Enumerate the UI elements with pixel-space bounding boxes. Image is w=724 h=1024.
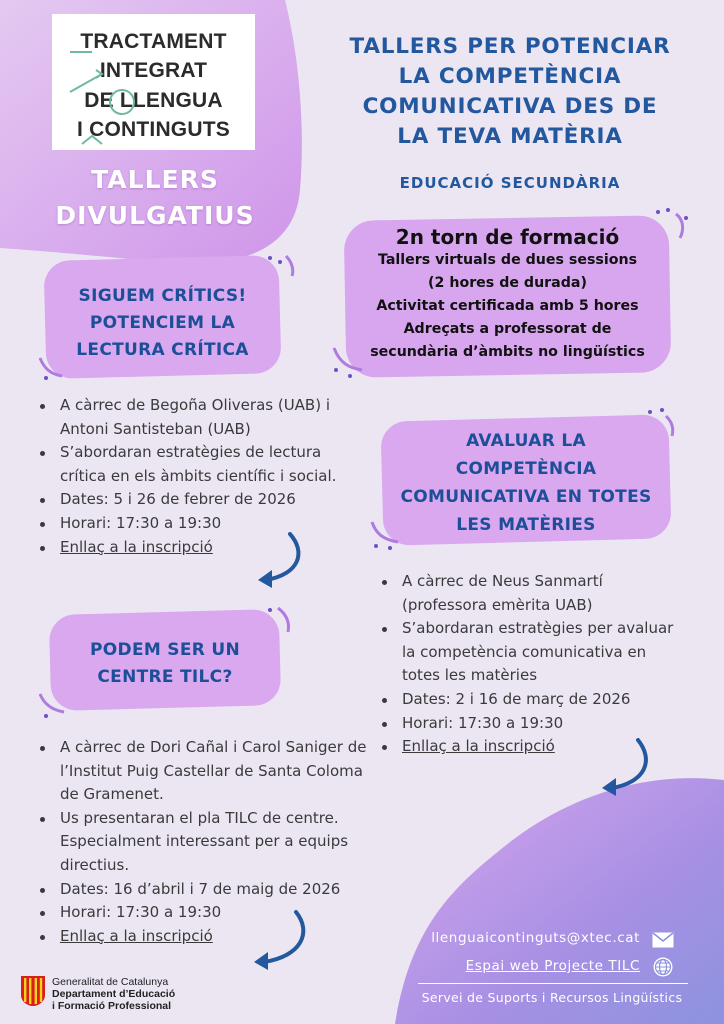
tallers-heading-line1: TALLERS [91,165,219,194]
main-title-line3: COMUNICATIVA DES DE [362,94,658,119]
list-item: Us presentaran el pla TILC de centre. Especialment interessant per a equips directius. [36,807,382,878]
list-item [36,925,382,949]
logo-line-2: INTEGRAT [99,59,208,82]
list-item: Dates: 5 i 26 de febrer de 2026 [36,488,354,512]
workshop-2-registration-link[interactable]: Enllaç a la inscripció [402,737,555,756]
training-title: 2n torn de formació [395,225,620,249]
project-website-link[interactable]: Espai web Projecte TILC [465,958,640,974]
institution-line-3: i Formació Professional [52,1000,172,1012]
sparkle-decoration-icon [262,252,302,282]
generalitat-logo-icon [20,975,46,1007]
sparkle-decoration-icon [650,206,690,246]
institution-name [52,976,175,1012]
sparkle-decoration-icon [640,406,680,440]
logo-line-4: I CONTINGUTS [77,118,230,141]
curved-arrow-icon [246,908,316,970]
list-item: Dates: 2 i 16 de març de 2026 [378,688,678,712]
workshop-1-title-line3: LECTURA CRÍTICA [76,340,249,360]
training-line-5: secundària d’àmbits no lingüístics [370,344,645,360]
list-item: A càrrec de Neus Sanmartí (professora emèrita UAB) [378,570,678,617]
workshop-3-title-line1: PODEM SER UN [90,640,240,660]
workshop-2-title-line3: COMUNICATIVA EN TOTES [400,487,652,507]
service-name: Servei de Suports i Recursos Lingüístics [421,990,683,1005]
curved-arrow-icon [594,736,660,796]
list-item: S’abordaran estratègies per avaluar la competència comunicativa en totes les matèries [378,617,678,688]
training-line-1: Tallers virtuals de dues sessions [377,252,638,268]
list-item: S’abordaran estratègies de lectura crítica en els àmbits científic i social. [36,441,354,488]
logo-arrows-icon [52,14,255,150]
sparkle-decoration-icon [36,690,76,724]
list-item: Dates: 16 d’abril i 7 de maig de 2026 [36,878,382,902]
contact-divider [418,983,688,984]
sparkle-decoration-icon [262,604,302,638]
tilc-logo [52,14,255,150]
list-item: A càrrec de Dori Cañal i Carol Saniger de l’Institut Puig Castellar de Santa Coloma de Gramenet. [36,736,382,807]
logo-line-1: TRACTAMENT [80,30,227,53]
main-title-line4: LA TEVA MATÈRIA [397,124,623,149]
workshop-3-registration-link[interactable]: Enllaç a la inscripció [60,926,213,945]
training-line-2: (2 hores de durada) [428,275,587,291]
workshop-2-details [378,570,678,759]
institution-line-2: Departament d’Educació [52,988,176,1000]
tallers-heading-line2: DIVULGATIUS [55,201,255,230]
training-line-3: Activitat certificada amb 5 hores [376,298,639,314]
workshop-1-title-line2: POTENCIEM LA [89,313,236,333]
workshop-1-registration-link[interactable]: Enllaç a la inscripció [60,537,213,556]
training-line-4: Adreçats a professorat de [403,321,612,337]
sparkle-decoration-icon [368,518,408,552]
workshop-2-title-line2: COMPETÈNCIA [455,459,597,479]
contact-email[interactable]: llenguaicontinguts@xtec.cat [431,930,640,946]
sparkle-decoration-icon [330,340,370,380]
workshop-2-title-line1: AVALUAR LA [466,431,586,451]
institution-line-1: Generalitat de Catalunya [52,976,169,988]
list-item: Horari: 17:30 a 19:30 [36,512,354,536]
workshop-3-details [36,736,382,948]
globe-icon [652,956,674,978]
workshop-1-title-line1: SIGUEM CRÍTICS! [78,286,247,306]
list-item: A càrrec de Begoña Oliveras (UAB) i Antoni Santisteban (UAB) [36,394,354,441]
main-title-line2: LA COMPETÈNCIA [398,64,622,89]
mail-icon [652,932,674,948]
subtitle: EDUCACIÓ SECUNDÀRIA [399,174,621,192]
workshop-2-title-line4: LES MATÈRIES [456,515,596,535]
curved-arrow-icon [250,530,310,590]
sparkle-decoration-icon [36,354,76,384]
main-title-line1: TALLERS PER POTENCIAR [349,34,671,59]
workshop-3-title-line2: CENTRE TILC? [97,667,233,687]
logo-line-3: DE LLENGUA [84,89,223,112]
list-item: Horari: 17:30 a 19:30 [36,901,382,925]
list-item: Horari: 17:30 a 19:30 [378,712,678,736]
